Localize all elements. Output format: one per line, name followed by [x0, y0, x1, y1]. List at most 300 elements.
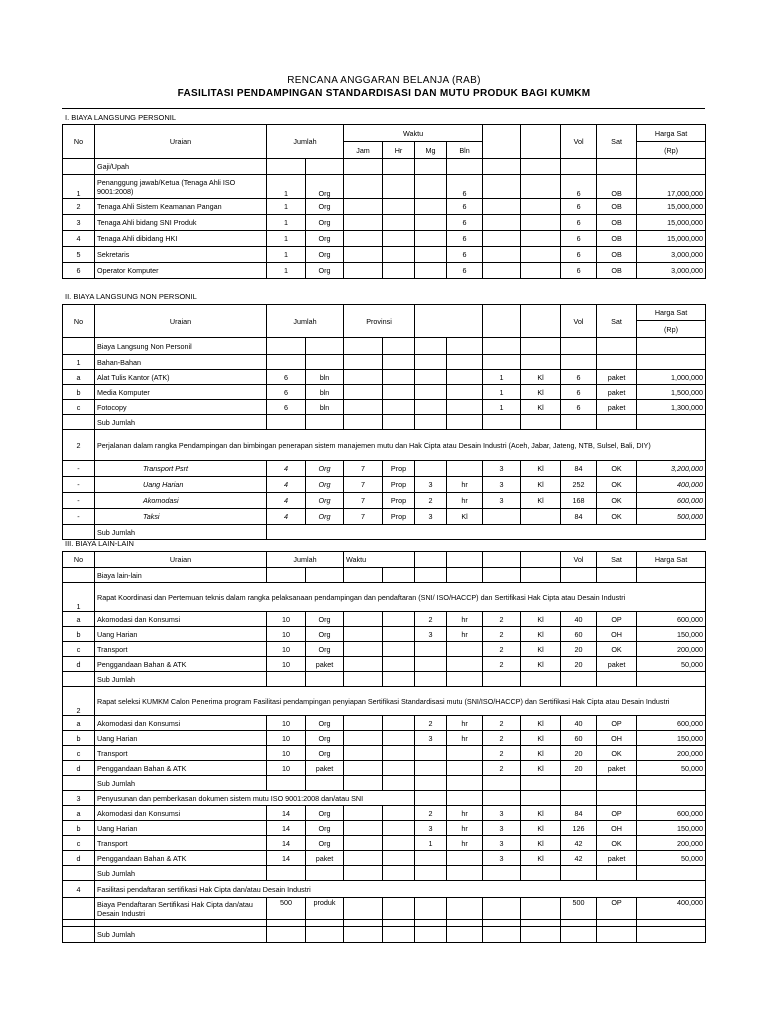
cell-c6: [383, 400, 415, 415]
cell-c9: 3: [483, 806, 521, 821]
cell-c9: 2: [483, 627, 521, 642]
empty-cell: [637, 866, 706, 881]
cell-c8: [447, 746, 483, 761]
cell-sat: OK: [597, 836, 637, 851]
empty-cell: [521, 866, 561, 881]
cell-vol: 6: [561, 370, 597, 385]
empty-cell: [561, 672, 597, 687]
cell-c5: 7: [344, 493, 383, 509]
empty-cell: [344, 927, 383, 943]
cell-c5: [344, 247, 383, 263]
empty-cell: [597, 159, 637, 175]
cell-jumlah-unit: Org: [306, 806, 344, 821]
cell-c6: [383, 821, 415, 836]
cell-c5: [344, 215, 383, 231]
cell-sat: paket: [597, 400, 637, 415]
cell-jumlah: 4: [267, 493, 306, 509]
header-row: [63, 305, 706, 321]
cell-uraian: Uang Harian: [95, 821, 267, 836]
empty-cell: [95, 920, 267, 927]
cell-c5: [344, 761, 383, 776]
cell-c10: [521, 215, 561, 231]
cell-sat: OK: [597, 642, 637, 657]
empty-cell: [306, 776, 344, 791]
cell-no: b: [63, 731, 95, 746]
cell-c5: 7: [344, 461, 383, 477]
cell-no: c: [63, 836, 95, 851]
cell-sat: OB: [597, 199, 637, 215]
header-hr: Hr: [383, 142, 415, 159]
cell-jumlah: 4: [267, 477, 306, 493]
cell-c10: [521, 231, 561, 247]
empty-cell: [344, 776, 383, 791]
cell-c6: [383, 716, 415, 731]
cell-c8: hr: [447, 821, 483, 836]
subgroup-label: Rapat Koordinasi dan Pertemuan teknis dalam rangka pelaksanaan pendampingan dan pendaftaran (SNI/ ISO/HACCP) dan Sertifikasi Hak Cipta atau Desain Industri: [95, 583, 706, 612]
cell-uraian: Uang Harian: [95, 731, 267, 746]
empty-cell: [447, 866, 483, 881]
cell-c7: [415, 199, 447, 215]
cell-harga: 3,000,000: [637, 263, 706, 279]
table-row: [63, 477, 706, 493]
table-row: [63, 612, 706, 627]
cell-c8: hr: [447, 612, 483, 627]
cell-c10: Kl: [521, 461, 561, 477]
cell-uraian: Penggandaan Bahan & ATK: [95, 657, 267, 672]
empty-cell: [483, 552, 521, 568]
cell-jumlah: 1: [267, 215, 306, 231]
cell-no: 2: [63, 199, 95, 215]
cell-c8: hr: [447, 731, 483, 746]
empty-cell: [415, 415, 447, 430]
header-waktu: Waktu: [344, 552, 415, 568]
empty-cell: [267, 672, 306, 687]
cell-no: a: [63, 370, 95, 385]
subgroup-label: Fasilitasi pendaftaran sertifikasi Hak Cipta dan/atau Desain Industri: [95, 881, 706, 898]
cell-c6: [383, 175, 415, 199]
cell-c7: [415, 898, 447, 920]
empty-cell: [383, 927, 415, 943]
cell-sat: OK: [597, 493, 637, 509]
subgroup-no: 3: [63, 791, 95, 806]
empty-cell: [597, 355, 637, 370]
empty-cell: [483, 125, 521, 159]
cell-jumlah: 1: [267, 247, 306, 263]
empty-cell: [521, 338, 561, 355]
empty-cell: [597, 415, 637, 430]
header-harga: Harga Sat: [637, 552, 706, 568]
empty-cell: [483, 415, 521, 430]
cell-c9: 1: [483, 385, 521, 400]
subgroup-label: Rapat seleksi KUMKM Calon Penerima program Fasilitasi pendampingan penyiapan Sertifikasi Standardisasi mutu (SNI/ISO/HACCP) dan Sertifikasi Hak Cipta atau Desain Industri: [95, 687, 706, 716]
spacer-row: [63, 920, 706, 927]
table-row: [63, 746, 706, 761]
table-row: [63, 821, 706, 836]
header-row: [63, 125, 706, 142]
empty-cell: [306, 338, 344, 355]
empty-cell: [383, 672, 415, 687]
cell-c7: [415, 247, 447, 263]
header-rp: (Rp): [637, 142, 706, 159]
cell-no: -: [63, 477, 95, 493]
cell-jumlah-unit: bln: [306, 400, 344, 415]
subgroup-row: [63, 430, 706, 461]
empty-cell: [483, 776, 521, 791]
cell-c6: [383, 761, 415, 776]
table-row: [63, 263, 706, 279]
cell-no: -: [63, 493, 95, 509]
cell-uraian: Media Komputer: [95, 385, 267, 400]
cell-no: 3: [63, 215, 95, 231]
empty-cell: [267, 355, 306, 370]
cell-c8: [447, 400, 483, 415]
empty-cell: [637, 338, 706, 355]
cell-c8: hr: [447, 836, 483, 851]
table-lain-lain: [62, 551, 706, 943]
subgroup-row: [63, 881, 706, 898]
cell-c8: [447, 370, 483, 385]
header-sat: Sat: [597, 125, 637, 159]
cell-c7: 2: [415, 806, 447, 821]
empty-cell: [597, 672, 637, 687]
header-jumlah: Jumlah: [267, 552, 344, 568]
cell-c9: 3: [483, 461, 521, 477]
cell-jumlah: 14: [267, 821, 306, 836]
empty-cell: [415, 672, 447, 687]
empty-cell: [521, 568, 561, 583]
cell-c9: [483, 898, 521, 920]
empty-cell: [483, 866, 521, 881]
cell-c9: 3: [483, 493, 521, 509]
cell-c7: [415, 385, 447, 400]
cell-c5: [344, 806, 383, 821]
header-vol: Vol: [561, 305, 597, 338]
cell-c8: [447, 385, 483, 400]
empty-cell: [306, 927, 344, 943]
cell-jumlah: 1: [267, 175, 306, 199]
cell-uraian: Transport Psrt: [95, 461, 267, 477]
cell-vol: 168: [561, 493, 597, 509]
cell-c10: Kl: [521, 612, 561, 627]
cell-harga: 150,000: [637, 627, 706, 642]
cell-no: [63, 898, 95, 920]
cell-vol: 6: [561, 385, 597, 400]
cell-vol: 6: [561, 175, 597, 199]
subtotal-label: Sub Jumlah: [95, 866, 267, 881]
table-row: [63, 627, 706, 642]
table-row: [63, 199, 706, 215]
table-row: [63, 731, 706, 746]
cell-c7: [415, 761, 447, 776]
cell-c6: [383, 836, 415, 851]
table-row: [63, 175, 706, 199]
empty-cell: [447, 776, 483, 791]
empty-cell: [483, 305, 521, 338]
cell-harga: 600,000: [637, 493, 706, 509]
cell-c10: Kl: [521, 400, 561, 415]
empty-cell: [521, 791, 561, 806]
empty-cell: [415, 552, 447, 568]
cell-c8: [447, 642, 483, 657]
cell-c8: 6: [447, 263, 483, 279]
table-row: [63, 806, 706, 821]
empty-cell: [344, 568, 383, 583]
cell-c8: [447, 761, 483, 776]
cell-jumlah-unit: Org: [306, 493, 344, 509]
empty-cell: [447, 355, 483, 370]
empty-cell: [267, 159, 306, 175]
cell-vol: 6: [561, 199, 597, 215]
cell-harga: 200,000: [637, 746, 706, 761]
cell-jumlah: 6: [267, 370, 306, 385]
cell-c8: 6: [447, 175, 483, 199]
cell-c5: 7: [344, 509, 383, 525]
cell-c7: [415, 642, 447, 657]
cell-c10: Kl: [521, 477, 561, 493]
empty-cell: [637, 920, 706, 927]
cell-c9: 1: [483, 400, 521, 415]
cell-jumlah-unit: Org: [306, 199, 344, 215]
cell-c8: hr: [447, 493, 483, 509]
cell-c6: Prop: [383, 493, 415, 509]
cell-c6: [383, 851, 415, 866]
empty-cell: [561, 866, 597, 881]
cell-sat: OP: [597, 612, 637, 627]
header-harga: Harga Sat: [637, 305, 706, 321]
empty-cell: [447, 338, 483, 355]
subgroup-no: 2: [63, 430, 95, 461]
empty-cell: [63, 920, 95, 927]
cell-vol: 84: [561, 509, 597, 525]
subtotal-row: [63, 927, 706, 943]
empty-cell: [521, 672, 561, 687]
empty-cell: [483, 672, 521, 687]
cell-sat: paket: [597, 657, 637, 672]
table-row: [63, 247, 706, 263]
cell-harga: 600,000: [637, 716, 706, 731]
cell-jumlah: 10: [267, 761, 306, 776]
cell-uraian: Akomodasi: [95, 493, 267, 509]
cell-sat: OB: [597, 247, 637, 263]
cell-c5: [344, 175, 383, 199]
empty-cell: [521, 415, 561, 430]
cell-no: 4: [63, 231, 95, 247]
group-row: [63, 159, 706, 175]
cell-c9: [483, 263, 521, 279]
cell-c6: [383, 247, 415, 263]
cell-c10: [521, 509, 561, 525]
header-provinsi: Provinsi: [344, 305, 415, 338]
empty-cell: [561, 355, 597, 370]
cell-c10: Kl: [521, 746, 561, 761]
cell-jumlah-unit: Org: [306, 836, 344, 851]
cell-c9: [483, 231, 521, 247]
empty-cell: [306, 159, 344, 175]
cell-c8: Kl: [447, 509, 483, 525]
cell-c5: [344, 263, 383, 279]
cell-vol: 252: [561, 477, 597, 493]
cell-jumlah: 1: [267, 231, 306, 247]
cell-jumlah: 500: [267, 898, 306, 920]
empty-cell: [637, 159, 706, 175]
cell-sat: OB: [597, 263, 637, 279]
cell-harga: 1,300,000: [637, 400, 706, 415]
header-harga: Harga Sat: [637, 125, 706, 142]
cell-c8: hr: [447, 806, 483, 821]
subtotal-row: [63, 866, 706, 881]
empty-cell: [637, 791, 706, 806]
cell-vol: 40: [561, 716, 597, 731]
cell-jumlah-unit: Org: [306, 642, 344, 657]
cell-c10: [521, 247, 561, 263]
empty-cell: [344, 920, 383, 927]
cell-c10: Kl: [521, 851, 561, 866]
cell-uraian: Penggandaan Bahan & ATK: [95, 851, 267, 866]
cell-uraian: Sekretaris: [95, 247, 267, 263]
cell-c5: [344, 836, 383, 851]
cell-jumlah-unit: Org: [306, 716, 344, 731]
empty-cell: [597, 791, 637, 806]
cell-c5: [344, 385, 383, 400]
empty-cell: [597, 927, 637, 943]
cell-vol: 126: [561, 821, 597, 836]
empty-cell: [63, 672, 95, 687]
cell-harga: 50,000: [637, 761, 706, 776]
empty-cell: [597, 338, 637, 355]
cell-harga: 150,000: [637, 731, 706, 746]
cell-vol: 20: [561, 746, 597, 761]
empty-cell: [267, 568, 306, 583]
empty-cell: [561, 159, 597, 175]
header-jumlah: Jumlah: [267, 305, 344, 338]
cell-c10: Kl: [521, 370, 561, 385]
empty-cell: [447, 791, 483, 806]
cell-jumlah-unit: Org: [306, 627, 344, 642]
empty-cell: [415, 568, 447, 583]
header-vol: Vol: [561, 125, 597, 159]
cell-c9: 2: [483, 731, 521, 746]
cell-jumlah: 10: [267, 731, 306, 746]
cell-c5: [344, 657, 383, 672]
cell-uraian: Taksi: [95, 509, 267, 525]
cell-jumlah-unit: paket: [306, 851, 344, 866]
table-row: [63, 385, 706, 400]
empty-cell: [383, 776, 415, 791]
header-vol: Vol: [561, 552, 597, 568]
cell-c8: hr: [447, 716, 483, 731]
cell-c8: hr: [447, 627, 483, 642]
cell-c7: 3: [415, 821, 447, 836]
cell-c7: [415, 461, 447, 477]
cell-no: d: [63, 761, 95, 776]
header-uraian: Uraian: [95, 552, 267, 568]
cell-harga: 17,000,000: [637, 175, 706, 199]
cell-jumlah: 14: [267, 836, 306, 851]
cell-c7: 3: [415, 509, 447, 525]
cell-c10: Kl: [521, 716, 561, 731]
cell-uraian: Operator Komputer: [95, 263, 267, 279]
subgroup-label: Perjalanan dalam rangka Pendampingan dan bimbingan penerapan sistem manajemen mutu dan Hak Cipta atau Desain Industri (Aceh, Jabar, Jateng, NTB, Sulsel, Bali, DIY): [95, 430, 706, 461]
cell-c10: [521, 199, 561, 215]
table-row: [63, 642, 706, 657]
cell-c6: [383, 370, 415, 385]
group-row: [63, 568, 706, 583]
cell-c6: [383, 657, 415, 672]
cell-vol: 20: [561, 761, 597, 776]
empty-cell: [447, 568, 483, 583]
subtotal-label: Sub Jumlah: [95, 927, 267, 943]
cell-no: -: [63, 509, 95, 525]
cell-jumlah: 1: [267, 199, 306, 215]
cell-c8: 6: [447, 215, 483, 231]
empty-cell: [383, 355, 415, 370]
cell-c7: [415, 215, 447, 231]
cell-jumlah-unit: paket: [306, 657, 344, 672]
cell-c5: [344, 370, 383, 385]
cell-c5: [344, 400, 383, 415]
cell-c6: [383, 746, 415, 761]
cell-no: 5: [63, 247, 95, 263]
empty-cell: [306, 415, 344, 430]
empty-cell: [63, 927, 95, 943]
cell-c6: [383, 898, 415, 920]
empty-cell: [561, 776, 597, 791]
cell-sat: paket: [597, 761, 637, 776]
cell-c7: [415, 851, 447, 866]
cell-uraian: Tenaga Ahli Sistem Keamanan Pangan: [95, 199, 267, 215]
subgroup-label: Penyusunan dan pemberkasan dokumen sistem mutu ISO 9001:2008 dan/atau SNI: [95, 791, 415, 806]
cell-jumlah-unit: Org: [306, 231, 344, 247]
cell-vol: 20: [561, 657, 597, 672]
cell-sat: OK: [597, 461, 637, 477]
cell-vol: 20: [561, 642, 597, 657]
cell-jumlah: 10: [267, 746, 306, 761]
cell-harga: 600,000: [637, 612, 706, 627]
cell-vol: 6: [561, 263, 597, 279]
cell-c7: 3: [415, 477, 447, 493]
cell-c5: [344, 612, 383, 627]
empty-cell: [267, 920, 306, 927]
cell-no: b: [63, 385, 95, 400]
cell-c7: 2: [415, 493, 447, 509]
subgroup-no: 2: [63, 687, 95, 716]
header-rp: (Rp): [637, 321, 706, 338]
cell-harga: 1,000,000: [637, 370, 706, 385]
cell-sat: OB: [597, 215, 637, 231]
cell-c7: 1: [415, 836, 447, 851]
cell-vol: 42: [561, 851, 597, 866]
cell-no: a: [63, 806, 95, 821]
empty-cell: [415, 338, 447, 355]
cell-jumlah: 10: [267, 627, 306, 642]
cell-no: a: [63, 716, 95, 731]
cell-c6: [383, 385, 415, 400]
subgroup-row: [63, 791, 706, 806]
table-row: [63, 716, 706, 731]
cell-c5: [344, 851, 383, 866]
cell-c9: 2: [483, 746, 521, 761]
cell-c6: [383, 231, 415, 247]
empty-cell: [344, 415, 383, 430]
cell-uraian: Penanggung jawab/Ketua (Tenaga Ahli ISO 9001:2008): [95, 175, 267, 199]
empty-cell: [383, 338, 415, 355]
empty-cell: [63, 525, 95, 540]
cell-no: d: [63, 657, 95, 672]
cell-c8: [447, 851, 483, 866]
empty-cell: [415, 920, 447, 927]
cell-sat: OK: [597, 509, 637, 525]
cell-uraian: Biaya Pendaftaran Sertifikasi Hak Cipta dan/atau Desain Industri: [95, 898, 267, 920]
